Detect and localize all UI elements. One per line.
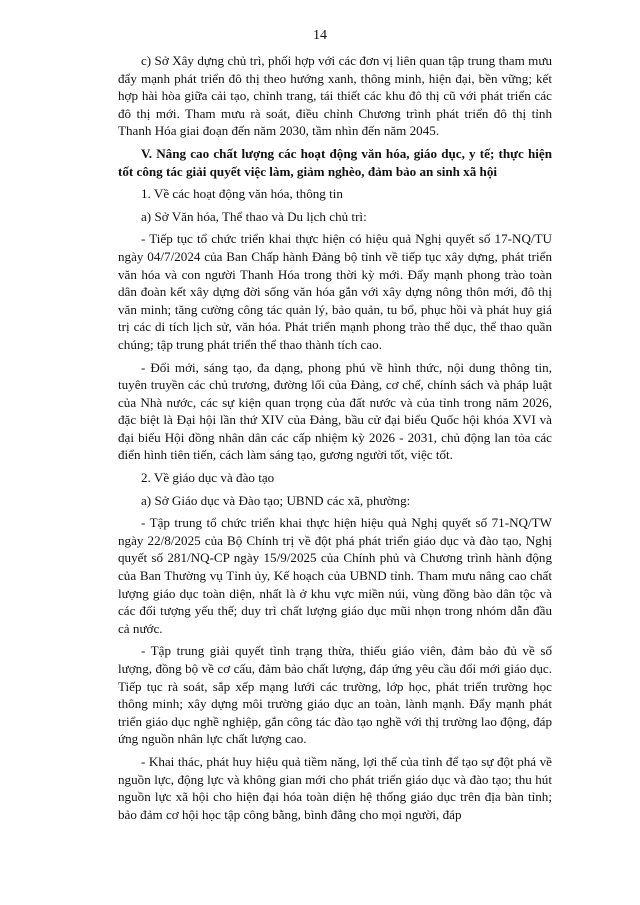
subheading-education-training: 2. Về giáo dục và đào tạo <box>141 470 275 486</box>
paragraph-education-lead: a) Sở Giáo dục và Đào tạo; UBND các xã, phường: <box>141 492 411 508</box>
paragraph-urban-development: c) Sở Xây dựng chủ trì, phối hợp với các đơn vị liên quan tập trung tham mưu đẩy mạnh phát triển đô thị theo hướng xanh, thông minh, hiện đại, bền vững; kết hợp hài hòa giữa cải tạo, chỉnh trang, tái thiết các khu đô thị cũ với phát triển các đô thị mới. Tham mưu rà soát, điều chỉnh Chương trình phát triển đô thị tỉnh Thanh Hóa giai đoạn đến năm 2030, tầm nhìn đến năm 2045. <box>118 53 552 139</box>
subheading-culture-information: 1. Về các hoạt động văn hóa, thông tin <box>141 186 343 202</box>
paragraph-culture-lead: a) Sở Văn hóa, Thể thao và Du lịch chủ trì: <box>141 208 367 224</box>
document-body <box>118 52 552 828</box>
paragraph-education-item-2: - Tập trung giải quyết tình trạng thừa, thiếu giáo viên, đảm bảo đủ về số lượng, đồng bộ về cơ cấu, đảm bảo chất lượng, đáp ứng yêu cầu đổi mới giáo dục. Tiếp tục rà soát, sắp xếp mạng lưới các trường, lớp học, phát triển trường học thông minh; xây dựng môi trường giáo dục an toàn, lành mạnh. Đẩy mạnh phát triển giáo dục nghề nghiệp, gắn công tác đào tạo nghề với thị trường lao động, đáp ứng nguồn nhân lực chất lượng cao. <box>118 643 552 747</box>
paragraph-education-item-3: - Khai thác, phát huy hiệu quả tiềm năng, lợi thế của tỉnh để tạo sự đột phá về nguồn lực, động lực và không gian mới cho phát triển giáo dục và đào tạo; thu hút nguồn lực xã hội cho hiện đại hóa toàn diện hệ thống giáo dục trên địa bàn tỉnh; bảo đảm cơ hội học tập công bằng, bình đẳng cho mọi người, đáp <box>118 753 552 822</box>
paragraph-culture-item-2: - Đổi mới, sáng tạo, đa dạng, phong phú về hình thức, nội dung thông tin, tuyên truyền các chủ trương, đường lối của Đảng, cơ chế, chính sách và pháp luật của Nhà nước, các sự kiện quan trọng của đất nước và của tỉnh trong năm 2026, đặc biệt là Đại hội lần thứ XIV của Đảng, bầu cử đại biểu Quốc hội khóa XVI và đại biểu Hội đồng nhân dân các cấp nhiệm kỳ 2026 - 2031, chủ động lan tỏa các điển hình tiên tiến, cách làm sáng tạo, gương người tốt, việc tốt. <box>118 359 552 463</box>
paragraph-culture-item-1: - Tiếp tục tổ chức triển khai thực hiện có hiệu quả Nghị quyết số 17-NQ/TU ngày 04/7/2024 của Ban Chấp hành Đảng bộ tỉnh về tiếp tục xây dựng, phát triển văn hóa và con người Thanh Hóa trong thời kỳ mới. Đẩy mạnh phong trào toàn dân đoàn kết xây dựng đời sống văn hóa gắn với xây dựng nông thôn mới, đô thị văn minh; tăng cường công tác quản lý, bảo quản, tu bổ, phục hồi và phát huy giá trị các di tích lịch sử, văn hóa. Phát triển mạnh phong trào thể dục, thể thao quần chúng; tập trung phát triển thể thao thành tích cao. <box>118 231 552 352</box>
page-number: 14 <box>313 28 327 43</box>
paragraph-education-item-1: - Tập trung tổ chức triển khai thực hiện hiệu quả Nghị quyết số 71-NQ/TW ngày 22/8/2025 của Bộ Chính trị về đột phá phát triển giáo dục và đào tạo, Nghị quyết số 281/NQ-CP ngày 15/9/2025 của Chính phủ và Chương trình hành động của Ban Thường vụ Tỉnh ủy, Kế hoạch của UBND tỉnh. Tham mưu nâng cao chất lượng giáo dục toàn diện, nhất là ở khu vực miền núi, vùng đồng bào dân tộc và các đối tượng yếu thế; duy trì chất lượng giáo dục mũi nhọn trong nhóm dẫn đầu cả nước. <box>118 515 552 636</box>
section-heading-v: V. Nâng cao chất lượng các hoạt động văn hóa, giáo dục, y tế; thực hiện tốt công tác giải quyết việc làm, giảm nghèo, đảm bảo an sinh xã hội <box>118 145 552 179</box>
